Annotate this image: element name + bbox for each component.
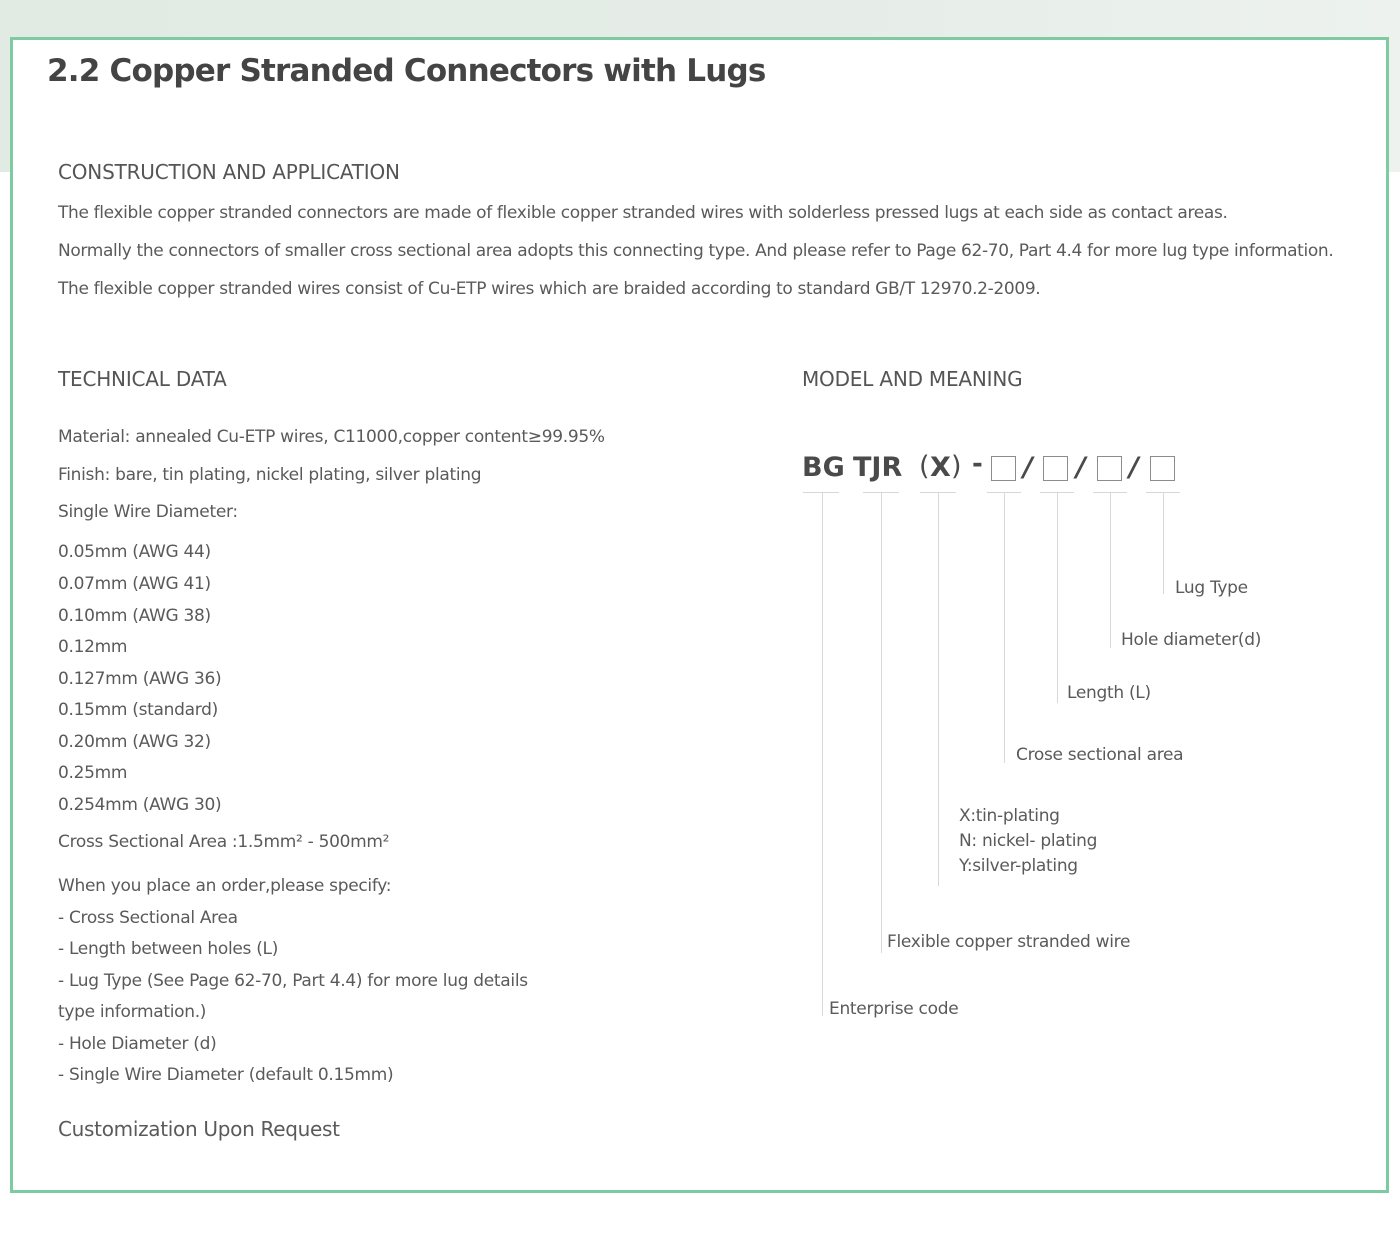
model-code-enterprise: BG xyxy=(802,452,845,483)
customization-text: Customization Upon Request xyxy=(58,1117,340,1141)
model-code-slash: / xyxy=(1023,452,1033,483)
leader-line-plating xyxy=(938,492,939,886)
order-intro: When you place an order,please specify: xyxy=(58,876,392,896)
construction-paragraph: Normally the connectors of smaller cross sectional area adopts this connecting type. And please refer to Page 62-70, Part 4.4 for more lug type information. xyxy=(58,241,1334,261)
order-item: - Cross Sectional Area xyxy=(58,908,238,928)
leader-line-length xyxy=(1057,492,1058,703)
order-item: type information.) xyxy=(58,1002,207,1022)
lug-type-placeholder-box xyxy=(1150,456,1175,481)
diameter-item: 0.15mm (standard) xyxy=(58,700,218,720)
page-title: 2.2 Copper Stranded Connectors with Lugs xyxy=(47,53,766,89)
label-lug-type: Lug Type xyxy=(1175,578,1248,598)
diameter-item: 0.25mm xyxy=(58,763,128,783)
order-item: - Lug Type (See Page 62-70, Part 4.4) for more lug details xyxy=(58,971,528,991)
label-wire: Flexible copper stranded wire xyxy=(887,932,1131,952)
label-enterprise: Enterprise code xyxy=(829,999,959,1019)
technical-data-heading: TECHNICAL DATA xyxy=(58,367,227,391)
construction-paragraph: The flexible copper stranded connectors are made of flexible copper stranded wires with solderless pressed lugs at each side as contact areas. xyxy=(58,203,1228,223)
diameter-item: 0.12mm xyxy=(58,637,128,657)
order-item: - Single Wire Diameter (default 0.15mm) xyxy=(58,1065,394,1085)
model-code-slash: / xyxy=(1129,452,1139,483)
tick-enterprise xyxy=(803,492,839,493)
leader-line-lug-type xyxy=(1163,492,1164,594)
model-code-plating: X xyxy=(930,452,951,483)
cross-section-text: Cross Sectional Area :1.5mm² - 500mm² xyxy=(58,832,390,852)
construction-paragraph: The flexible copper stranded wires consist of Cu-ETP wires which are braided according to standard GB/T 12970.2-2009. xyxy=(58,279,1041,299)
leader-line-hole-diameter xyxy=(1110,492,1111,648)
hole-diameter-placeholder-box xyxy=(1097,456,1122,481)
order-item: - Length between holes (L) xyxy=(58,939,279,959)
label-plating-n: N: nickel- plating xyxy=(959,831,1098,851)
model-code-slash: / xyxy=(1076,452,1086,483)
label-length: Length (L) xyxy=(1067,683,1151,703)
leader-line-wire xyxy=(881,492,882,953)
material-text: Material: annealed Cu-ETP wires, C11000,copper content≥99.95% xyxy=(58,427,605,447)
diameter-item: 0.07mm (AWG 41) xyxy=(58,574,211,594)
construction-heading: CONSTRUCTION AND APPLICATION xyxy=(58,160,400,184)
diameter-item: 0.254mm (AWG 30) xyxy=(58,795,222,815)
order-item: - Hole Diameter (d) xyxy=(58,1034,217,1054)
model-code-dash: - xyxy=(972,449,983,479)
label-plating-y: Y:silver-plating xyxy=(959,856,1078,876)
model-heading: MODEL AND MEANING xyxy=(802,367,1023,391)
length-placeholder-box xyxy=(1043,456,1068,481)
label-hole-diameter: Hole diameter(d) xyxy=(1121,630,1262,650)
diameter-item: 0.10mm (AWG 38) xyxy=(58,606,211,626)
model-code-paren-close: ) xyxy=(951,451,962,482)
model-code-wire: TJR xyxy=(853,452,903,483)
cross-section-placeholder-box xyxy=(991,456,1016,481)
finish-text: Finish: bare, tin plating, nickel plating, silver plating xyxy=(58,465,482,485)
diameter-item: 0.05mm (AWG 44) xyxy=(58,542,211,562)
single-wire-label: Single Wire Diameter: xyxy=(58,502,238,522)
label-plating-x: X:tin-plating xyxy=(959,806,1060,826)
label-cross-section: Crose sectional area xyxy=(1016,745,1184,765)
model-code-paren-open: ( xyxy=(919,451,930,482)
leader-line-enterprise xyxy=(822,492,823,1016)
diameter-item: 0.127mm (AWG 36) xyxy=(58,669,222,689)
diameter-item: 0.20mm (AWG 32) xyxy=(58,732,211,752)
leader-line-cross-section xyxy=(1004,492,1005,763)
